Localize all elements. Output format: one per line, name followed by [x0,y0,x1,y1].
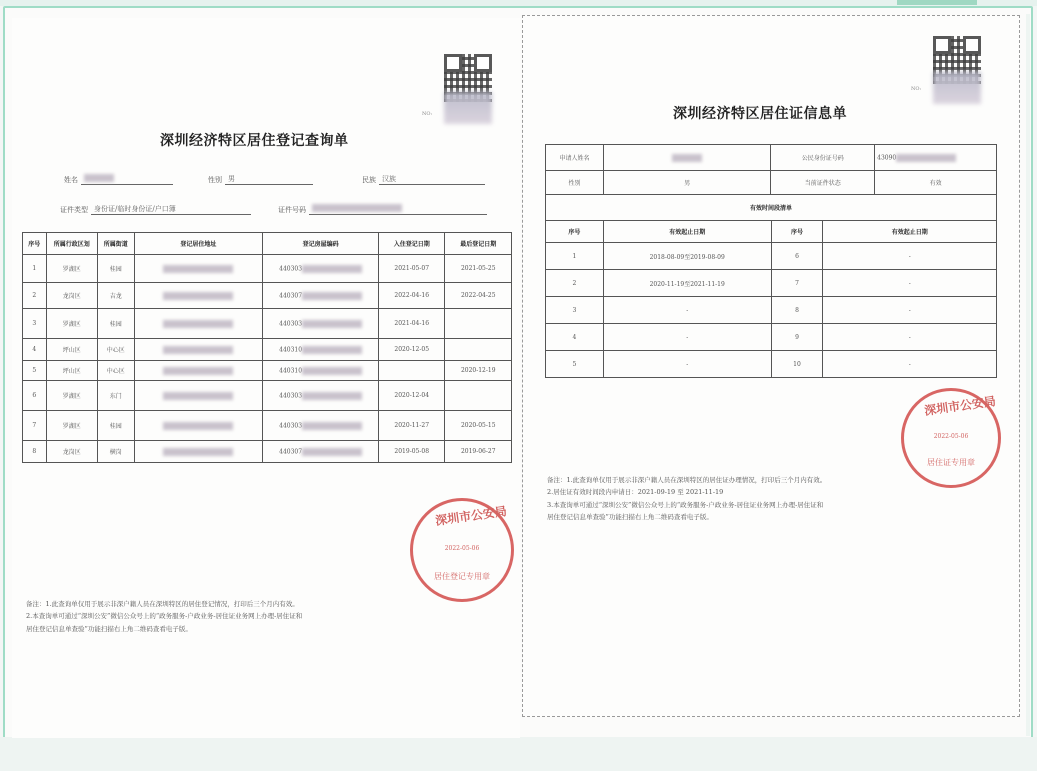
ethnic-field [362,174,485,185]
cell-last-date [445,339,512,361]
cell-checkin-date [378,411,444,441]
table-row [546,351,997,378]
cell-district-text: 罗湖区 [62,266,81,273]
cell-checkin-date [378,361,444,381]
table-row [23,441,512,463]
cell-street-text: 桂园 [109,266,122,273]
cell-index [23,441,47,463]
redacted-id-number [896,154,956,162]
cell-district-text: 龙岗区 [62,293,81,300]
remark-line: 居住登记信息单查验”功能扫描右上角二维码查看电子版。 [26,624,192,633]
cell-index [23,309,47,339]
table-row [546,270,997,297]
cell-house-code-text: 440303 [279,320,303,327]
cell-checkin-date-text: 2022-04-16 [394,292,430,299]
cell-index-text: 1 [32,265,37,272]
col-header: 所属行政区划 [46,233,97,255]
remark-line: 备注：1.此查询单仅用于展示非深户籍人员在深圳特区的居住登记情况，打印后三个月内有效。 [26,600,299,608]
cell-house-code [263,309,379,339]
page-title: 深圳经济特区居住证信息单 [673,106,847,122]
table-row [23,255,512,283]
name-label: 姓名 [64,176,78,184]
cell-district-text: 罗湖区 [62,393,81,400]
gender-label: 性别 [208,176,222,184]
cell-checkin-date-text: 2020-12-04 [394,392,430,399]
col-header: 有效起止日期 [823,221,997,243]
cell-district [46,361,97,381]
cell-street [98,381,134,411]
validity-cell-d1: 2020-11-19至2021-11-19 [603,270,771,297]
cell-last-date [445,309,512,339]
residence-permit-info-form [522,15,1020,717]
validity-cell-d2: - [823,351,997,378]
table-row [23,361,512,381]
seal-ring-text: 深圳市公安局 [923,394,997,418]
id-type-label: 证件类型 [60,206,88,214]
id-type-field [60,204,251,215]
validity-cell-d2: - [823,243,997,270]
validity-header-row [546,221,997,243]
col-header: 登记居住地址 [134,233,263,255]
remark-line: 居住登记信息单查验”功能扫描右上角二维码查看电子版。 [547,513,713,522]
official-seal-left [410,498,514,602]
cell-address [134,411,263,441]
validity-cell-n1: 1 [546,243,604,270]
validity-cell-d2: - [823,297,997,324]
cell-house-code [263,411,379,441]
gender-label: 性别 [546,171,604,195]
cell-last-date-text: 2022-04-25 [460,292,496,299]
cell-last-date-text: 2020-12-19 [460,367,496,374]
table-row [546,243,997,270]
remarks [26,598,506,635]
window-bottom-bar [0,737,1037,771]
remarks [547,474,1009,523]
cell-index [23,411,47,441]
cell-district [46,411,97,441]
ethnic-label: 民族 [362,176,376,184]
cell-house-code [263,381,379,411]
official-seal-right [901,388,1001,488]
table-row [23,309,512,339]
cell-district [46,309,97,339]
qr-caption: NO: [422,111,433,117]
cell-street [98,255,134,283]
cell-index-text: 8 [32,448,37,455]
redacted-value [163,346,233,354]
cell-index [23,255,47,283]
cell-street-text: 东门 [109,393,122,400]
table-row [546,324,997,351]
validity-title-row [546,195,997,221]
page-title: 深圳经济特区居住登记查询单 [160,133,349,149]
cell-house-code [263,441,379,463]
cell-index [23,361,47,381]
table-row [23,339,512,361]
qr-caption: NO: [911,86,922,92]
cell-street [98,441,134,463]
cell-district-text: 罗湖区 [62,321,81,328]
cell-index [23,283,47,309]
cell-checkin-date [378,309,444,339]
table-row [23,411,512,441]
cell-index-text: 6 [32,392,37,399]
col-header: 入住登记日期 [378,233,444,255]
cell-address [134,441,263,463]
remark-line: 2.居住证有效时间段内申请日：2021-09-19 至 2021-11-19 [547,488,724,497]
validity-cell-n1: 4 [546,324,604,351]
validity-cell-d1: 2018-08-09至2019-08-09 [603,243,771,270]
top-accent [897,0,977,5]
gender-field [208,174,313,185]
cell-checkin-date-text: 2020-12-05 [394,346,430,353]
redacted-value [163,392,233,400]
residence-registration-query-form [12,18,520,738]
cell-district [46,255,97,283]
cell-house-code-text: 440307 [279,292,303,299]
cell-address [134,309,263,339]
cell-last-date [445,283,512,309]
cell-street [98,411,134,441]
id-number-label: 证件号码 [278,206,306,214]
cell-checkin-date-text: 2021-05-07 [394,265,430,272]
cell-address [134,255,263,283]
validity-cell-n2: 6 [771,243,823,270]
validity-title: 有效时间段清单 [546,195,997,221]
cell-checkin-date [378,283,444,309]
cell-checkin-date-text: 2021-04-16 [394,320,430,327]
cell-last-date [445,381,512,411]
applicant-value [603,145,770,171]
cell-index-text: 2 [32,292,37,299]
cell-index-text: 7 [32,422,37,429]
id-number-value [875,145,997,171]
cell-district-text: 坪山区 [62,347,81,354]
cell-house-code-text: 440307 [279,448,303,455]
redacted-id-number [312,204,402,212]
cell-street [98,361,134,381]
cell-street [98,309,134,339]
validity-cell-d1: - [603,324,771,351]
redacted-qr-area [444,92,492,124]
col-header: 序号 [23,233,47,255]
table-row [546,145,997,171]
seal-date: 2022-05-06 [933,433,969,440]
redacted-value [163,292,233,300]
cell-house-code [263,361,379,381]
col-header: 序号 [771,221,823,243]
status-label: 当前证件状态 [771,171,875,195]
cell-checkin-date-text: 2020-11-27 [394,422,430,429]
cell-address [134,283,263,309]
validity-cell-n1: 2 [546,270,604,297]
col-header: 登记房屋编码 [263,233,379,255]
redacted-value [302,448,362,456]
status-value: 有效 [875,171,997,195]
cell-house-code-text: 440310 [279,367,303,374]
cell-last-date-text: 2019-06-27 [460,448,496,455]
validity-cell-d1: - [603,351,771,378]
table-row [546,171,997,195]
cell-checkin-date [378,441,444,463]
redacted-value [163,320,233,328]
cell-index-text: 5 [32,367,37,374]
name-field [64,174,173,185]
validity-cell-d1: - [603,297,771,324]
remark-line: 备注：1.此查询单仅用于展示非深户籍人员在深圳特区的居住证办理情况，打印后三个月内有效。 [547,476,827,484]
seal-date: 2022-05-06 [444,545,480,552]
cell-address [134,381,263,411]
cell-house-code-text: 440303 [279,422,303,429]
cell-checkin-date [378,381,444,411]
registration-table [22,232,512,463]
cell-street [98,339,134,361]
cell-last-date [445,411,512,441]
cell-address [134,361,263,381]
cell-index-text: 4 [32,346,37,353]
redacted-name [84,174,114,182]
remark-line: 2.本查询单可通过“深圳公安”微信公众号上的“政务服务-户政业务-居住证业务网上办理-居住证和 [26,612,303,621]
id-number-value [309,204,487,215]
cell-house-code-text: 440303 [279,265,303,272]
seal-bottom-text: 居住证专用章 [927,458,975,467]
cell-street-text: 横岗 [109,449,122,456]
redacted-value [302,292,362,300]
cell-checkin-date [378,255,444,283]
cell-house-code-text: 440303 [279,392,303,399]
redacted-value [302,422,362,430]
applicant-label: 申请人姓名 [546,145,604,171]
col-header: 序号 [546,221,604,243]
validity-cell-n1: 3 [546,297,604,324]
table-row [546,297,997,324]
cell-index [23,339,47,361]
cell-house-code [263,255,379,283]
redacted-name [672,154,702,162]
table-row [23,381,512,411]
seal-bottom-text: 居住登记专用章 [434,572,490,581]
cell-checkin-date-text: 2019-05-08 [394,448,430,455]
validity-cell-d2: - [823,324,997,351]
cell-district-text: 罗湖区 [62,423,81,430]
validity-cell-n1: 5 [546,351,604,378]
cell-district [46,283,97,309]
cell-checkin-date [378,339,444,361]
cell-house-code [263,339,379,361]
cell-index [23,381,47,411]
id-number-label: 公民身份证号码 [771,145,875,171]
cell-last-date [445,255,512,283]
id-number-prefix: 43090 [877,154,897,161]
cell-last-date-text: 2020-05-15 [460,422,496,429]
remark-line: 3.本查询单可通过“深圳公安”微信公众号上的“政务服务-户政业务-居住证业务网上办理-居住证和 [547,500,824,509]
validity-cell-n2: 7 [771,270,823,297]
col-header: 有效起止日期 [603,221,771,243]
cell-district [46,441,97,463]
id-type-value: 身份证/临时身份证/户口簿 [91,204,251,215]
redacted-value [302,265,362,273]
table-row [23,283,512,309]
cell-address [134,339,263,361]
redacted-value [163,367,233,375]
redacted-qr-area [933,72,981,104]
cell-street [98,283,134,309]
redacted-value [163,265,233,273]
validity-cell-d2: - [823,270,997,297]
redacted-value [302,346,362,354]
cell-street-text: 中心区 [106,368,125,375]
cell-last-date [445,361,512,381]
table-header-row [23,233,512,255]
name-value [81,174,173,185]
cell-house-code-text: 440310 [279,346,303,353]
validity-cell-n2: 8 [771,297,823,324]
cell-index-text: 3 [32,320,37,327]
cell-last-date [445,441,512,463]
cell-district [46,381,97,411]
col-header: 最后登记日期 [445,233,512,255]
cell-district [46,339,97,361]
cell-last-date-text: 2021-05-25 [460,265,496,272]
validity-cell-n2: 9 [771,324,823,351]
cell-house-code [263,283,379,309]
cell-street-text: 吉龙 [109,293,122,300]
redacted-value [302,320,362,328]
seal-ring-text: 深圳市公安局 [434,504,508,528]
permit-info-table [545,144,997,195]
cell-street-text: 中心区 [106,347,125,354]
right-edge-strip [1026,14,1030,736]
cell-street-text: 桂园 [109,321,122,328]
cell-district-text: 龙岗区 [62,449,81,456]
redacted-value [163,422,233,430]
redacted-value [302,367,362,375]
gender-value: 男 [225,174,313,185]
gender-value: 男 [603,171,770,195]
ethnic-value: 汉族 [379,174,485,185]
validity-table [545,194,997,378]
redacted-value [163,448,233,456]
id-number-field [278,204,487,215]
cell-district-text: 坪山区 [62,368,81,375]
cell-street-text: 桂园 [109,423,122,430]
col-header: 所属街道 [98,233,134,255]
redacted-value [302,392,362,400]
validity-cell-n2: 10 [771,351,823,378]
